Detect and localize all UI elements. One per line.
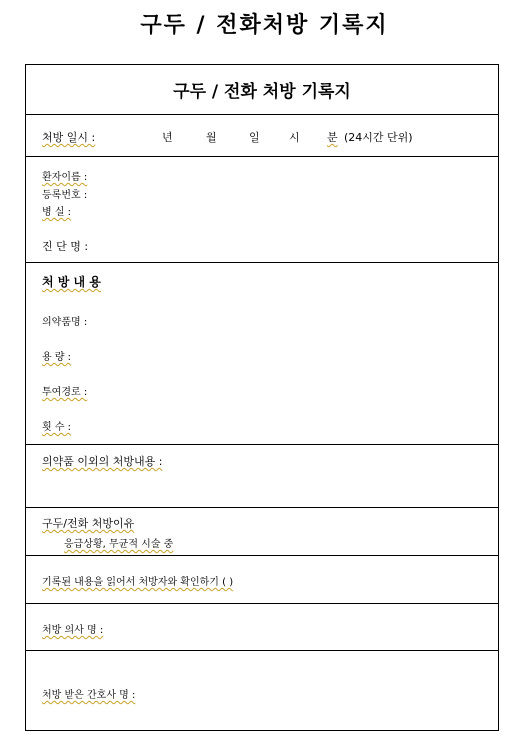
day-label: 일: [249, 131, 260, 144]
prescription-form: [25, 64, 499, 731]
form-header: [26, 65, 498, 114]
patient-section: [26, 156, 498, 262]
datetime-label: 처방 일시 :: [42, 131, 96, 144]
reason-examples: 응급상황, 무균적 시술 중: [64, 539, 174, 550]
prescription-section: [26, 262, 498, 444]
other-prescription-label: 의약품 이외의 처방내용 :: [42, 455, 163, 468]
nurse-section: [26, 650, 498, 731]
route-label: 투여경로 :: [42, 387, 88, 398]
prescription-title: 처 방 내 용: [42, 275, 101, 289]
dose-label: 용 량 :: [42, 352, 72, 363]
registration-number-label: 등록번호 :: [42, 190, 88, 201]
year-label: 년: [162, 131, 173, 144]
frequency-label: 횟 수 :: [42, 422, 72, 433]
datetime-section: [26, 114, 498, 156]
doctor-section: [26, 603, 498, 650]
time-unit-note: (24시간 단위): [344, 131, 413, 144]
drug-name-label: 의약품명 :: [42, 317, 88, 328]
month-label: 월: [206, 131, 217, 144]
other-prescription-section: [26, 444, 498, 507]
patient-name-label: 환자이름 :: [42, 172, 88, 183]
page-title: 구두 / 전화처방 기록지: [140, 13, 389, 38]
nurse-name-label: 처방 받은 간호사 명 :: [42, 690, 136, 701]
diagnosis-label: 진 단 명 :: [42, 240, 89, 253]
ward-label: 병 실 :: [42, 207, 72, 218]
readback-section: [26, 555, 498, 603]
reason-title: 구두/전화 처방이유: [42, 517, 135, 530]
reason-section: [26, 507, 498, 555]
hour-label: 시: [289, 131, 300, 144]
minute-label: 분: [327, 131, 338, 144]
doctor-name-label: 처방 의사 명 :: [42, 625, 104, 636]
readback-text: 기록된 내용을 읽어서 처방자와 확인하기 ( ): [42, 577, 234, 588]
form-title: 구두 / 전화 처방 기록지: [173, 82, 351, 102]
